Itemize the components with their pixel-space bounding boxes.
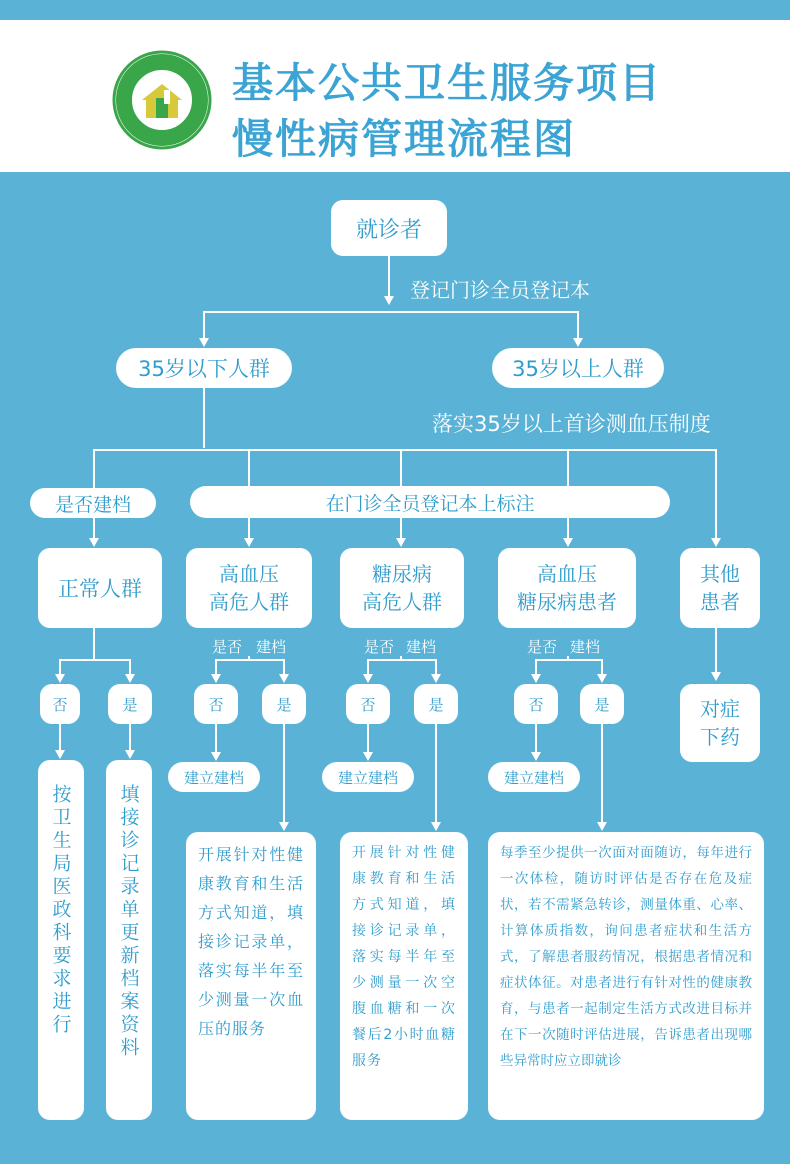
normal-no-action-text: 按卫生局医政科要求进行 — [49, 784, 72, 1037]
hyper-diabetes-patient-node: 高血压 糖尿病患者 — [498, 548, 636, 628]
hypertension-no-node: 否 — [194, 684, 238, 724]
hypertension-yes-node: 是 — [262, 684, 306, 724]
over-35-node: 35岁以上人群 — [492, 348, 664, 388]
filed-q-label-b-1: 建档 — [256, 638, 287, 656]
other-patient-node: 其他 患者 — [680, 548, 760, 628]
filed-q-label-a-1: 是否 — [212, 638, 243, 656]
hypertension-service-node: 开展针对性健康教育和生活方式知道，填接诊记录单，落实每半年至少测量一次血压的服务 — [186, 832, 316, 1120]
normal-yes-action-node — [106, 760, 152, 1120]
diabetes-yes-node: 是 — [414, 684, 458, 724]
diabetes-risk-node: 糖尿病 高危人群 — [340, 548, 464, 628]
hypertension-risk-node: 高血压 高危人群 — [186, 548, 312, 628]
filed-q-label-a-2: 是否 — [364, 638, 395, 656]
diabetes-create-file-node: 建立建档 — [322, 762, 414, 792]
bp-policy-note: 落实35岁以上首诊测血压制度 — [432, 412, 711, 436]
start-node-patient: 就诊者 — [331, 200, 447, 256]
hypertension-create-file-node: 建立建档 — [168, 762, 260, 792]
under-35-node: 35岁以下人群 — [116, 348, 292, 388]
symptomatic-treatment-node: 对症 下药 — [680, 684, 760, 762]
patient-create-file-node: 建立建档 — [488, 762, 580, 792]
normal-group-node: 正常人群 — [38, 548, 162, 628]
diabetes-service-node: 开展针对性健康教育和生活方式知道，填接诊记录单，落实每半年至少测量一次空腹血糖和一次餐后2小时血糖服务 — [340, 832, 468, 1120]
page-title-line1: 基本公共卫生服务项目 — [232, 59, 662, 107]
file-question-node: 是否建档 — [30, 488, 156, 518]
filed-q-label-b-2: 建档 — [406, 638, 437, 656]
normal-no-node: 否 — [40, 684, 80, 724]
patient-yes-node: 是 — [580, 684, 624, 724]
normal-yes-action-text: 填接诊记录单更新档案资料 — [117, 784, 140, 1060]
mark-register-node: 在门诊全员登记本上标注 — [190, 486, 670, 518]
patient-service-node: 每季至少提供一次面对面随访，每年进行一次体检，随访时评估是否存在危及症状，若不需紧急转诊，测量体重、心率、计算体质指数，询问患者症状和生活方式，了解患者服药情况，根据患者情况和症状体征。对患者进行有针对性的健康教育，与患者一起制定生活方式改进目标并在下一次随时评估进展，告诉患者出现哪些异常时应立即就诊 — [488, 832, 764, 1120]
normal-no-action-node — [38, 760, 84, 1120]
filed-q-label-b-3: 建档 — [570, 638, 601, 656]
register-note: 登记门诊全员登记本 — [410, 278, 590, 302]
page-title-line2: 慢性病管理流程图 — [232, 115, 576, 163]
filed-q-label-a-3: 是否 — [527, 638, 558, 656]
normal-yes-node: 是 — [108, 684, 152, 724]
diabetes-no-node: 否 — [346, 684, 390, 724]
patient-no-node: 否 — [514, 684, 558, 724]
